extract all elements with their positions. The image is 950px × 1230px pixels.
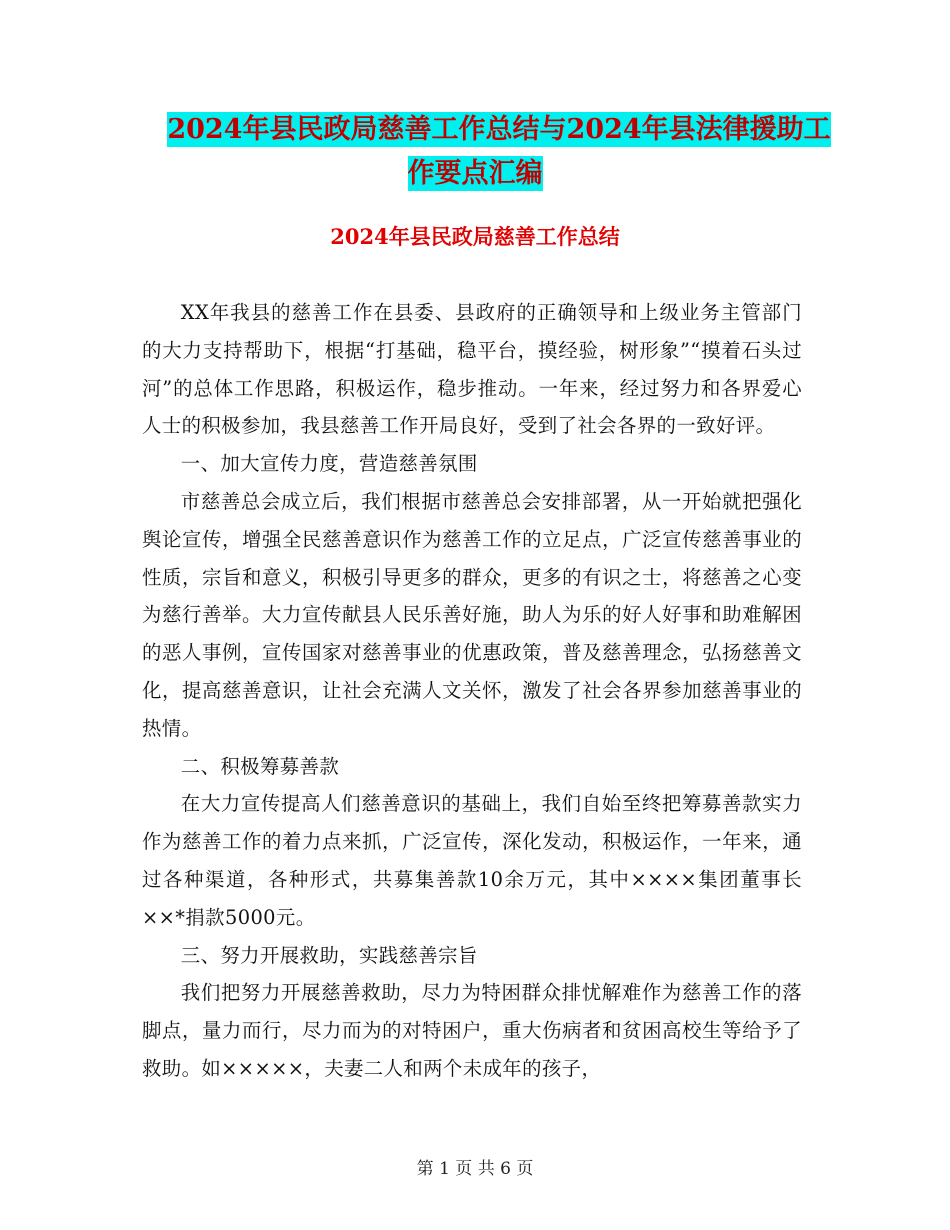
section-title: 2024年县民政局慈善工作总结 (330, 224, 620, 249)
paragraph-relief: 我们把努力开展慈善救助，尽力为特困群众排忧解难作为慈善工作的落脚点，量力而行，尽力而为的对特困户，重大伤病者和贫困高校生等给予了救助。如×××××，夫妻二人和两个未成年的孩子， (142, 981, 802, 1080)
paragraph-publicity: 市慈善总会成立后，我们根据市慈善总会安排部署，从一开始就把强化舆论宣传，增强全民慈善意识作为慈善工作的立足点，广泛宣传慈善事业的性质，宗旨和意义，积极引导更多的群众，更多的有识之士，将慈善之心变为慈行善举。大力宣传献县人民乐善好施，助人为乐的好人好事和助难解困的恶人事例，宣传国家对慈善事业的优惠政策，普及慈善理念，弘扬慈善文化，提高慈善意识，让社会充满人文关怀，激发了社会各界参加慈善事业的热情。 (142, 489, 802, 740)
heading-relief: 三、努力开展救助，实践慈善宗旨 (180, 943, 478, 967)
document-body (142, 294, 802, 1088)
document-title-text-2: 作要点汇编 (407, 158, 543, 189)
paragraph-fundraising: 在大力宣传提高人们慈善意识的基础上，我们自始至终把筹募善款实力作为慈善工作的着力点来抓，广泛宣传，深化发动，积极运作，一年来，通过各种渠道，各种形式，共募集善款10余万元，其中××××集团董事长××*捐款5000元。 (142, 792, 802, 929)
heading-publicity: 一、加大宣传力度，营造慈善氛围 (180, 452, 478, 476)
paragraph-intro: XX年我县的慈善工作在县委、县政府的正确领导和上级业务主管部门的大力支持帮助下，根据“打基础，稳平台，摸经验，树形象”“摸着石头过河”的总体工作思路，积极运作，稳步推动。一年来，经过努力和各界爱心人士的积极参加，我县慈善工作开局良好，受到了社会各界的一致好评。 (142, 301, 802, 438)
heading-fundraising: 二、积极筹募善款 (180, 754, 340, 778)
document-title-line-1 (0, 112, 950, 148)
page-number-footer: 第 1 页 共 6 页 (416, 1159, 534, 1179)
document-title-line-2 (0, 156, 950, 192)
document-title-text-1: 2024年县民政局慈善工作总结与2024年县法律援助工 (167, 114, 831, 145)
